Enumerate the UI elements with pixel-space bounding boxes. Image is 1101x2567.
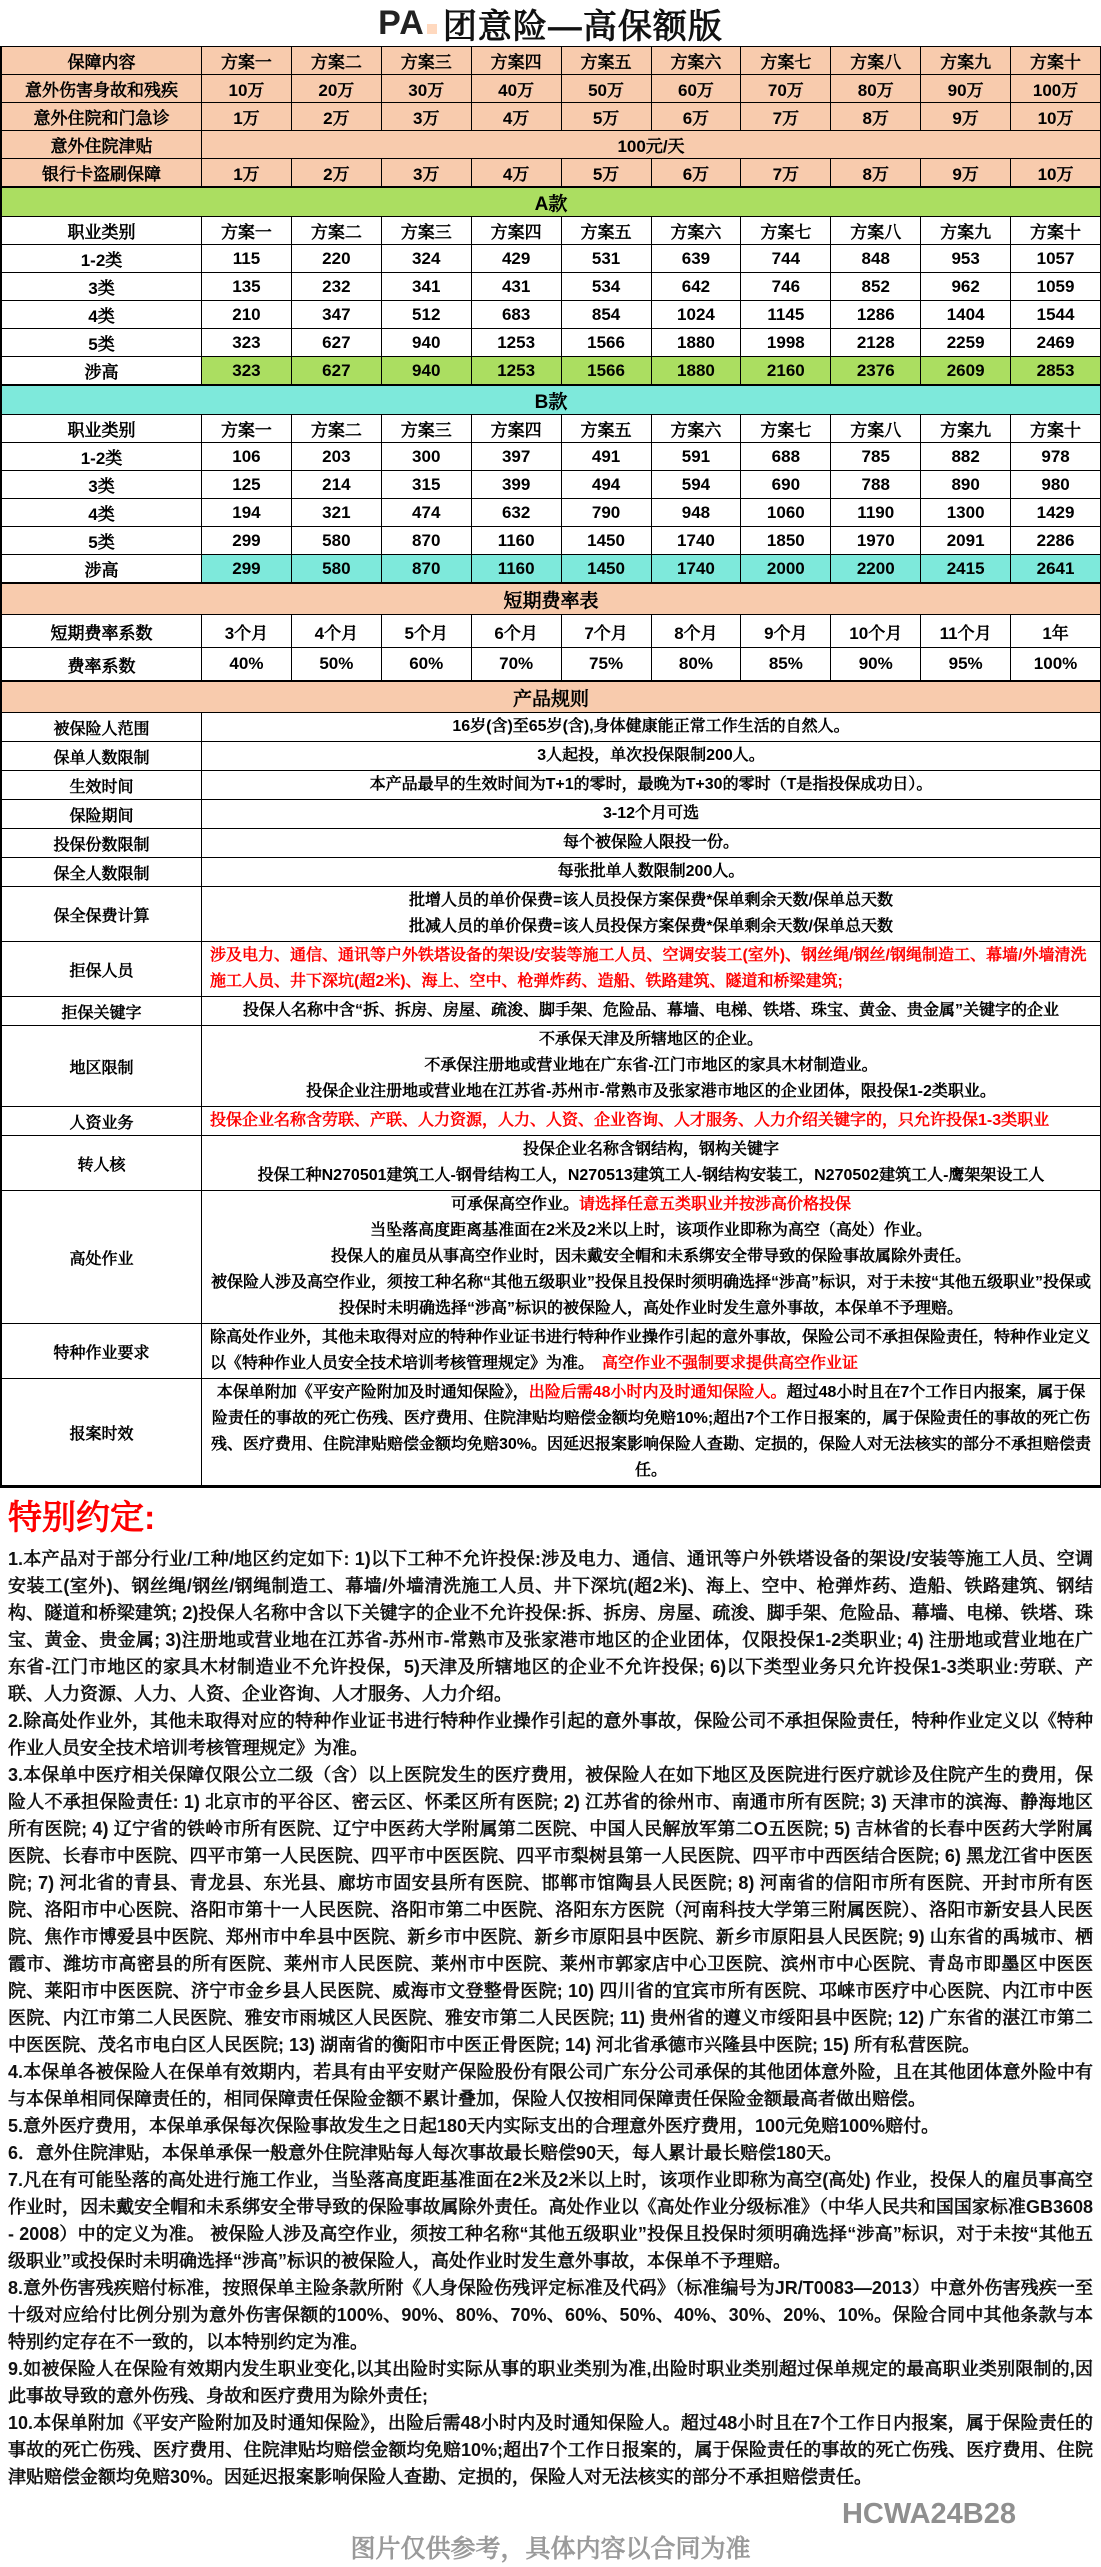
table-cell: 531 — [562, 245, 652, 273]
table-cell: 方案九 — [921, 217, 1011, 245]
product-rules-header: 产品规则 — [0, 681, 1101, 712]
table-cell: 10万 — [202, 75, 292, 103]
table-cell: 1286 — [831, 301, 921, 329]
rule-content: 不承保天津及所辖地区的企业。 不承保注册地或营业地在广东省-江门市地区的家具木材制造业。 投保企业注册地或营业地在江苏省-苏州市-常熟市及张家港市地区的企业团体，限投保1-2类职业。 — [202, 1026, 1101, 1107]
rule-content: 本保单附加《平安产险附加及时通知保险》，出险后需48小时内及时通知保险人。超过48小时且在7个工作日内报案，属于保险责任的事故的死亡伤残、医疗费用、住院津贴均赔偿金额均免赔10%;超出7个工作日报案的，属于保险责任的事故的死亡伤残、医疗费用、住院津贴赔偿金额均免赔30%。因延迟报案影响保险人查勘、定损的，保险人对无法核实的部分不承担赔偿责任。 — [202, 1379, 1101, 1486]
table-cell: 90万 — [921, 75, 1011, 103]
table-cell: 690 — [741, 471, 831, 499]
table-cell: 10万 — [1011, 159, 1101, 187]
table-cell: 10个月 — [831, 615, 921, 648]
special-term-paragraph: 1.本产品对于部分行业/工种/地区约定如下: 1)以下工种不允许投保:涉及电力、通信、通讯等户外铁塔设备的架设/安装等施工人员、空调安装工(室外)、钢丝绳/钢丝/钢绳制造工、幕墙/外墙清洗施工人员、井下深坑(超2米)、海上、空中、枪弹炸药、造船、铁路建筑、钢结构、隧道和桥梁建筑; 2)投保人名称中含以下关键字的企业不允许投保:拆、拆房、房屋、疏浚、脚手架、危险品、幕墙、电梯、铁塔、珠宝、黄金、贵金属; 3)注册地或营业地在江苏省-苏州市-常熟市及张家港市地区的企业团体，仅限投保1-2类职业; 4) 注册地或营业地在广东省-江门市地区的家具木材制造业不允许投保，5)天津及所辖地区的企业不允许投保; 6)以下类型业务只允许投保1-3类职业:劳联、产联、人力资源、人力、人资、企业咨询、人才服务、人力介绍。 — [8, 1549, 1093, 1704]
table-cell: 534 — [562, 273, 652, 301]
table-cell: 10万 — [1011, 103, 1101, 131]
table-cell: 方案十 — [1011, 415, 1101, 443]
table-cell: 40% — [202, 648, 292, 681]
table-cell: 4个月 — [292, 615, 382, 648]
rule-label: 拒保关键字 — [2, 997, 202, 1026]
page-footer — [0, 2491, 1101, 2567]
row-label: 职业类别 — [2, 217, 202, 245]
table-cell: 494 — [562, 471, 652, 499]
table-cell: 方案十 — [1011, 47, 1101, 75]
table-cell: 9万 — [921, 103, 1011, 131]
table-cell: 135 — [202, 273, 292, 301]
table-cell: 580 — [292, 527, 382, 555]
special-term-paragraph: 7.凡在有可能坠落的高处进行施工作业，当坠落高度距基准面在2米及2米以上时，该项作业即称为高空(高处) 作业，投保人的雇员事高空作业时，因未戴安全帽和未系绑安全带导致的保险事故属除外责任。高处作业以《高处作业分级标准》（中华人民共和国国家标准GB3608 - 2008）中的定义为准。 被保险人涉及高空作业，须按工种名称“其他五级职业”投保且投保时须明确选择“涉高”标识，对于未按“其他五级职业”或投保时未明确选择“涉高”标识的被保险人，高处作业时发生意外事故，本保单不予理赔。 — [8, 2170, 1093, 2271]
table-cell: 2000 — [741, 555, 831, 583]
table-cell: 20万 — [292, 75, 382, 103]
table-cell: 100万 — [1011, 75, 1101, 103]
table-cell: 方案三 — [382, 217, 472, 245]
table-cell: 642 — [652, 273, 742, 301]
table-cell: 60% — [382, 648, 472, 681]
table-cell: 790 — [562, 499, 652, 527]
table-cell: 方案五 — [562, 217, 652, 245]
table-cell: 115 — [202, 245, 292, 273]
table-cell: 683 — [472, 301, 562, 329]
special-term-paragraph: 8.意外伤害残疾赔付标准，按照保单主险条款所附《人身保险伤残评定标准及代码》（标准编号为JR/T0083—2013）中意外伤害残疾一至十级对应给付比例分别为意外伤害保额的100%、90%、80%、70%、60%、50%、40%、30%、20%、10%。保险合同中其他条款与本特别约定存在不一致的，以本特别约定为准。 — [8, 2278, 1093, 2352]
table-cell: 788 — [831, 471, 921, 499]
rule-label: 生效时间 — [2, 771, 202, 800]
table-cell: 580 — [292, 555, 382, 583]
rule-content: 3人起投，单次投保限制200人。 — [202, 742, 1101, 771]
rule-content: 投保企业名称含劳联、产联、人力资源，人力、人资、企业咨询、人才服务、人力介绍关键字的，只允许投保1-3类职业 — [202, 1107, 1101, 1136]
table-cell: 315 — [382, 471, 472, 499]
table-cell: 85% — [741, 648, 831, 681]
table-cell: 962 — [921, 273, 1011, 301]
table-cell: 方案八 — [831, 47, 921, 75]
rule-label: 保险期间 — [2, 800, 202, 829]
rule-content: 涉及电力、通信、通讯等户外铁塔设备的架设/安装等施工人员、空调安装工(室外)、钢丝绳/钢丝/钢绳制造工、幕墙/外墙清洗施工人员、井下深坑(超2米)、海上、空中、枪弹炸药、造船、铁路建筑、隧道和桥梁建筑; — [202, 942, 1101, 997]
table-cell: 80% — [652, 648, 742, 681]
table-cell: 方案四 — [472, 217, 562, 245]
short-rate-table — [0, 614, 1101, 681]
table-cell: 方案八 — [831, 415, 921, 443]
table-cell: 744 — [741, 245, 831, 273]
table-cell: 8万 — [831, 159, 921, 187]
special-term-paragraph: 5.意外医疗费用，本保单承保每次保险事故发生之日起180天内实际支出的合理意外医疗费用，100元免赔100%赔付。 — [8, 2116, 940, 2136]
table-cell: 591 — [652, 443, 742, 471]
table-cell: 7个月 — [562, 615, 652, 648]
page-title: 团意险—高保额版 — [442, 7, 723, 46]
page-header — [0, 0, 1101, 46]
table-cell: 4万 — [472, 159, 562, 187]
table-cell: 方案一 — [202, 217, 292, 245]
table-cell: 980 — [1011, 471, 1101, 499]
table-cell: 70% — [472, 648, 562, 681]
table-cell: 60万 — [652, 75, 742, 103]
table-cell: 2200 — [831, 555, 921, 583]
table-cell: 3万 — [382, 103, 472, 131]
table-cell: 方案一 — [202, 47, 292, 75]
row-label: 涉高 — [2, 555, 202, 583]
table-cell: 474 — [382, 499, 472, 527]
table-cell: 429 — [472, 245, 562, 273]
table-cell: 方案七 — [741, 415, 831, 443]
table-cell: 方案九 — [921, 415, 1011, 443]
table-cell: 7万 — [741, 103, 831, 131]
table-cell: 1544 — [1011, 301, 1101, 329]
table-cell: 80万 — [831, 75, 921, 103]
table-cell: 11个月 — [921, 615, 1011, 648]
table-cell: 2469 — [1011, 329, 1101, 357]
table-cell: 方案七 — [741, 47, 831, 75]
table-cell: 1880 — [652, 329, 742, 357]
table-cell: 8万 — [831, 103, 921, 131]
table-cell: 30万 — [382, 75, 472, 103]
table-cell: 220 — [292, 245, 382, 273]
table-cell: 399 — [472, 471, 562, 499]
table-cell: 2万 — [292, 159, 382, 187]
table-cell: 1850 — [741, 527, 831, 555]
table-cell: 方案五 — [562, 47, 652, 75]
table-cell: 746 — [741, 273, 831, 301]
row-label: 意外住院津贴 — [2, 131, 202, 159]
table-cell: 5个月 — [382, 615, 472, 648]
rule-content: 本产品最早的生效时间为T+1的零时，最晚为T+30的零时（T是指投保成功日）。 — [202, 771, 1101, 800]
rule-label: 保全保费计算 — [2, 887, 202, 942]
table-cell: 397 — [472, 443, 562, 471]
table-cell: 方案三 — [382, 47, 472, 75]
row-label: 3类 — [2, 471, 202, 499]
table-cell: 1059 — [1011, 273, 1101, 301]
row-label: 4类 — [2, 499, 202, 527]
row-label: 5类 — [2, 527, 202, 555]
rule-label: 被保险人范围 — [2, 713, 202, 742]
table-cell: 870 — [382, 555, 472, 583]
row-label: 意外伤害身故和残疾 — [2, 75, 202, 103]
table-cell: 1880 — [652, 357, 742, 385]
table-cell: 6个月 — [472, 615, 562, 648]
section-a-header: A款 — [0, 187, 1101, 216]
row-label: 意外住院和门急诊 — [2, 103, 202, 131]
table-cell: 627 — [292, 329, 382, 357]
table-cell: 940 — [382, 329, 472, 357]
row-label: 3类 — [2, 273, 202, 301]
table-cell: 1300 — [921, 499, 1011, 527]
table-cell: 100% — [1011, 648, 1101, 681]
row-label: 短期费率系数 — [2, 615, 202, 648]
table-cell: 1740 — [652, 555, 742, 583]
table-cell: 632 — [472, 499, 562, 527]
short-rate-header: 短期费率表 — [0, 583, 1101, 614]
table-cell: 639 — [652, 245, 742, 273]
table-cell: 232 — [292, 273, 382, 301]
table-cell: 方案八 — [831, 217, 921, 245]
table-cell: 1年 — [1011, 615, 1101, 648]
table-cell: 方案六 — [652, 47, 742, 75]
table-cell: 1566 — [562, 329, 652, 357]
table-cell: 1060 — [741, 499, 831, 527]
table-cell: 2415 — [921, 555, 1011, 583]
rule-content: 投保人名称中含“拆、拆房、房屋、疏浚、脚手架、危险品、幕墙、电梯、铁塔、珠宝、黄金、贵金属”关键字的企业 — [202, 997, 1101, 1026]
table-cell: 方案六 — [652, 415, 742, 443]
table-cell: 2609 — [921, 357, 1011, 385]
table-cell: 方案九 — [921, 47, 1011, 75]
rule-content: 每张批单人数限制200人。 — [202, 858, 1101, 887]
product-rules-table — [0, 712, 1101, 1488]
table-cell: 1160 — [472, 527, 562, 555]
table-cell: 1253 — [472, 357, 562, 385]
table-cell: 210 — [202, 301, 292, 329]
row-label: 银行卡盗刷保障 — [2, 159, 202, 187]
table-cell: 106 — [202, 443, 292, 471]
rule-label: 人资业务 — [2, 1107, 202, 1136]
table-cell: 323 — [202, 329, 292, 357]
table-cell: 882 — [921, 443, 1011, 471]
table-cell: 1万 — [202, 103, 292, 131]
row-label: 涉高 — [2, 357, 202, 385]
table-cell: 方案一 — [202, 415, 292, 443]
row-label: 4类 — [2, 301, 202, 329]
table-cell: 890 — [921, 471, 1011, 499]
table-cell: 347 — [292, 301, 382, 329]
table-cell: 5万 — [562, 103, 652, 131]
rule-label: 保全人数限制 — [2, 858, 202, 887]
table-cell: 1190 — [831, 499, 921, 527]
row-label: 保障内容 — [2, 47, 202, 75]
table-cell: 40万 — [472, 75, 562, 103]
table-cell: 方案三 — [382, 415, 472, 443]
rule-label: 保单人数限制 — [2, 742, 202, 771]
table-cell: 方案五 — [562, 415, 652, 443]
table-cell: 方案十 — [1011, 217, 1101, 245]
table-cell: 方案四 — [472, 47, 562, 75]
table-cell: 300 — [382, 443, 472, 471]
table-cell: 5万 — [562, 159, 652, 187]
table-cell: 948 — [652, 499, 742, 527]
rule-content: 3-12个月可选 — [202, 800, 1101, 829]
table-cell: 2259 — [921, 329, 1011, 357]
special-term-paragraph: 3.本保单中医疗相关保障仅限公立二级（含）以上医院发生的医疗费用，被保险人在如下地区及医院进行医疗就诊及住院产生的费用，保险人不承担保险责任: 1) 北京市的平谷区、密云区、怀柔区所有医院; 2) 江苏省的徐州市、南通市所有医院; 3) 天津市的滨海、静海地区所有医院; 4) 辽宁省的铁岭市所有医院、辽宁中医药大学附属第二医院、中国人民解放军第二O五医院; 5) 吉林省的长春中医药大学附属医院、长春市中医院、四平市第一人民医院、四平市中医医院、四平市梨树县第一人民医院、四平市中西医结合医院; 6) 黑龙江省中医医院; 7) 河北省的青县、青龙县、东光县、廊坊市固安县所有医院、邯郸市馆陶县人民医院; 8) 河南省的信阳市所有医院、开封市所有医院、洛阳市中心医院、洛阳市第十一人民医院、洛阳市第二中医院、洛阳东方医院（河南科技大学第三附属医院）、洛阳市新安县人民医院、焦作市博爱县中医院、郑州市中牟县中医院、新乡市中医院、新乡市原阳县中医院、新乡市原阳县人民医院; 9) 山东省的禹城市、栖霞市、潍坊市高密县的所有医院、莱州市人民医院、莱州市中医院、莱州市郭家店中心卫医院、滨州市中心医院、青岛市即墨区中医医院、莱阳市中医医院、济宁市金乡县人民医院、威海市文登整骨医院; 10) 四川省的宜宾市所有医院、邛崃市医疗中心医院、内江市中医医院、内江市第二人民医院、雅安市雨城区人民医院、雅安市第二人民医院; 11) 贵州省的遵义市绥阳县中医院; 12) 广东省的湛江市第二中医医院、茂名市电白区人民医院; 13) 湖南省的衡阳市中医正骨医院; 14) 河北省承德市兴隆县中医院; 15) 所有私营医院。 — [8, 1765, 1093, 2055]
row-label: 5类 — [2, 329, 202, 357]
table-cell: 203 — [292, 443, 382, 471]
plan-b-table — [0, 414, 1101, 583]
table-cell: 953 — [921, 245, 1011, 273]
table-cell: 594 — [652, 471, 742, 499]
table-cell: 1970 — [831, 527, 921, 555]
rule-label: 投保份数限制 — [2, 829, 202, 858]
table-cell: 2128 — [831, 329, 921, 357]
table-cell: 299 — [202, 527, 292, 555]
row-label: 职业类别 — [2, 415, 202, 443]
table-cell: 方案七 — [741, 217, 831, 245]
table-cell: 688 — [741, 443, 831, 471]
product-code: HCWA24B28 — [841, 2498, 1016, 2530]
table-cell: 1450 — [562, 527, 652, 555]
rule-content: 投保企业名称含钢结构，钢构关键字 投保工种N270501建筑工人-钢骨结构工人，N270513建筑工人-钢结构安装工，N270502建筑工人-鹰架架设工人 — [202, 1136, 1101, 1191]
table-cell: 50万 — [562, 75, 652, 103]
special-terms-title: 特别约定: — [8, 1499, 156, 1537]
table-cell: 848 — [831, 245, 921, 273]
rule-content: 批增人员的单价保费=该人员投保方案保费*保单剩余天数/保单总天数 批减人员的单价保费=该人员投保方案保费*保单剩余天数/保单总天数 — [202, 887, 1101, 942]
table-cell: 3万 — [382, 159, 472, 187]
table-cell: 6万 — [652, 159, 742, 187]
special-term-paragraph: 6．意外住院津贴，本保单承保一般意外住院津贴每人每次事故最长赔偿90天，每人累计最长赔偿180天。 — [8, 2143, 843, 2163]
table-cell: 2376 — [831, 357, 921, 385]
special-terms-body — [8, 1546, 1093, 2491]
table-cell: 8个月 — [652, 615, 742, 648]
table-cell: 1253 — [472, 329, 562, 357]
table-cell: 1998 — [741, 329, 831, 357]
table-cell: 2万 — [292, 103, 382, 131]
table-cell: 323 — [202, 357, 292, 385]
table-cell: 940 — [382, 357, 472, 385]
table-cell: 785 — [831, 443, 921, 471]
table-cell: 100元/天 — [202, 131, 1101, 159]
table-cell: 方案二 — [292, 217, 382, 245]
table-cell: 854 — [562, 301, 652, 329]
table-cell: 2160 — [741, 357, 831, 385]
table-cell: 978 — [1011, 443, 1101, 471]
special-terms-section — [0, 1488, 1101, 2491]
table-cell: 870 — [382, 527, 472, 555]
disclaimer-note: 图片仅供参考，具体内容以合同为准 — [350, 2535, 751, 2563]
special-term-paragraph: 4.本保单各被保险人在保单有效期内，若具有由平安财产保险股份有限公司广东分公司承保的其他团体意外险，且在其他团体意外险中有与本保单相同保障责任的，相同保障责任保险金额不累计叠加，保险人仅按相同保障责任保险金额最高者做出赔偿。 — [8, 2062, 1093, 2109]
table-cell: 1566 — [562, 357, 652, 385]
table-cell: 50% — [292, 648, 382, 681]
table-cell: 75% — [562, 648, 652, 681]
table-cell: 324 — [382, 245, 472, 273]
table-cell: 方案六 — [652, 217, 742, 245]
rule-label: 转人核 — [2, 1136, 202, 1191]
table-cell: 9个月 — [741, 615, 831, 648]
table-cell: 9万 — [921, 159, 1011, 187]
table-cell: 627 — [292, 357, 382, 385]
table-cell: 491 — [562, 443, 652, 471]
pingan-logo: PA — [378, 4, 437, 43]
rule-label: 特种作业要求 — [2, 1324, 202, 1379]
table-cell: 2091 — [921, 527, 1011, 555]
table-cell: 299 — [202, 555, 292, 583]
row-label: 费率系数 — [2, 648, 202, 681]
table-cell: 1160 — [472, 555, 562, 583]
table-cell: 2641 — [1011, 555, 1101, 583]
table-cell: 方案四 — [472, 415, 562, 443]
row-label: 1-2类 — [2, 443, 202, 471]
table-cell: 1740 — [652, 527, 742, 555]
section-b-header: B款 — [0, 385, 1101, 414]
table-cell: 214 — [292, 471, 382, 499]
table-cell: 95% — [921, 648, 1011, 681]
table-cell: 1404 — [921, 301, 1011, 329]
table-cell: 4万 — [472, 103, 562, 131]
table-cell: 1145 — [741, 301, 831, 329]
table-cell: 321 — [292, 499, 382, 527]
rule-content: 每个被保险人限投一份。 — [202, 829, 1101, 858]
table-cell: 194 — [202, 499, 292, 527]
table-cell: 1429 — [1011, 499, 1101, 527]
table-cell: 852 — [831, 273, 921, 301]
table-cell: 341 — [382, 273, 472, 301]
coverage-table — [0, 46, 1101, 187]
plan-a-table — [0, 216, 1101, 385]
table-cell: 512 — [382, 301, 472, 329]
special-term-paragraph: 9.如被保险人在保险有效期内发生职业变化,以其出险时实际从事的职业类别为准,出险时职业类别超过保单规定的最高职业类别限制的,因此事故导致的意外伤残、身故和医疗费用为除外责任; — [8, 2359, 1093, 2406]
rule-label: 报案时效 — [2, 1379, 202, 1486]
rule-label: 地区限制 — [2, 1026, 202, 1107]
table-cell: 1024 — [652, 301, 742, 329]
table-cell: 1万 — [202, 159, 292, 187]
rule-content: 16岁(含)至65岁(含),身体健康能正常工作生活的自然人。 — [202, 713, 1101, 742]
rule-content: 除高处作业外，其他未取得对应的特种作业证书进行特种作业操作引起的意外事故，保险公司不承担保险责任，特种作业定义以《特种作业人员安全技术培训考核管理规定》为准。 高空作业不强制要求提供高空作业证 — [202, 1324, 1101, 1379]
table-cell: 70万 — [741, 75, 831, 103]
rule-label: 高处作业 — [2, 1191, 202, 1324]
table-cell: 方案二 — [292, 47, 382, 75]
table-cell: 6万 — [652, 103, 742, 131]
table-cell: 1057 — [1011, 245, 1101, 273]
table-cell: 125 — [202, 471, 292, 499]
table-cell: 90% — [831, 648, 921, 681]
special-term-paragraph: 10.本保单附加《平安产险附加及时通知保险》，出险后需48小时内及时通知保险人。超过48小时且在7个工作日内报案，属于保险责任的事故的死亡伤残、医疗费用、住院津贴均赔偿金额均免赔10%;超出7个工作日报案的，属于保险责任的事故的死亡伤残、医疗费用、住院津贴赔偿金额均免赔30%。因延迟报案影响保险人查勘、定损的，保险人对无法核实的部分不承担赔偿责任。 — [8, 2413, 1093, 2487]
table-cell: 3个月 — [202, 615, 292, 648]
table-cell: 7万 — [741, 159, 831, 187]
table-cell: 2286 — [1011, 527, 1101, 555]
table-cell: 2853 — [1011, 357, 1101, 385]
table-cell: 1450 — [562, 555, 652, 583]
rule-label: 拒保人员 — [2, 942, 202, 997]
table-cell: 431 — [472, 273, 562, 301]
row-label: 1-2类 — [2, 245, 202, 273]
table-cell: 方案二 — [292, 415, 382, 443]
special-term-paragraph: 2.除高处作业外，其他未取得对应的特种作业证书进行特种作业操作引起的意外事故，保险公司不承担保险责任，特种作业定义以《特种作业人员安全技术培训考核管理规定》为准。 — [8, 1711, 1093, 1758]
rule-content: 可承保高空作业。请选择任意五类职业并按涉高价格投保 当坠落高度距离基准面在2米及2米以上时，该项作业即称为高空（高处）作业。 投保人的雇员从事高空作业时，因未戴安全帽和未系绑安全带导致的保险事故属除外责任。 被保险人涉及高空作业，须按工种名称“其他五级职业”投保且投保时须明确选择“涉高”标识，对于未按“其他五级职业”投保或投保时未明确选择“涉高”标识的被保险人，高处作业时发生意外事故，本保单不予理赔。 — [202, 1191, 1101, 1324]
